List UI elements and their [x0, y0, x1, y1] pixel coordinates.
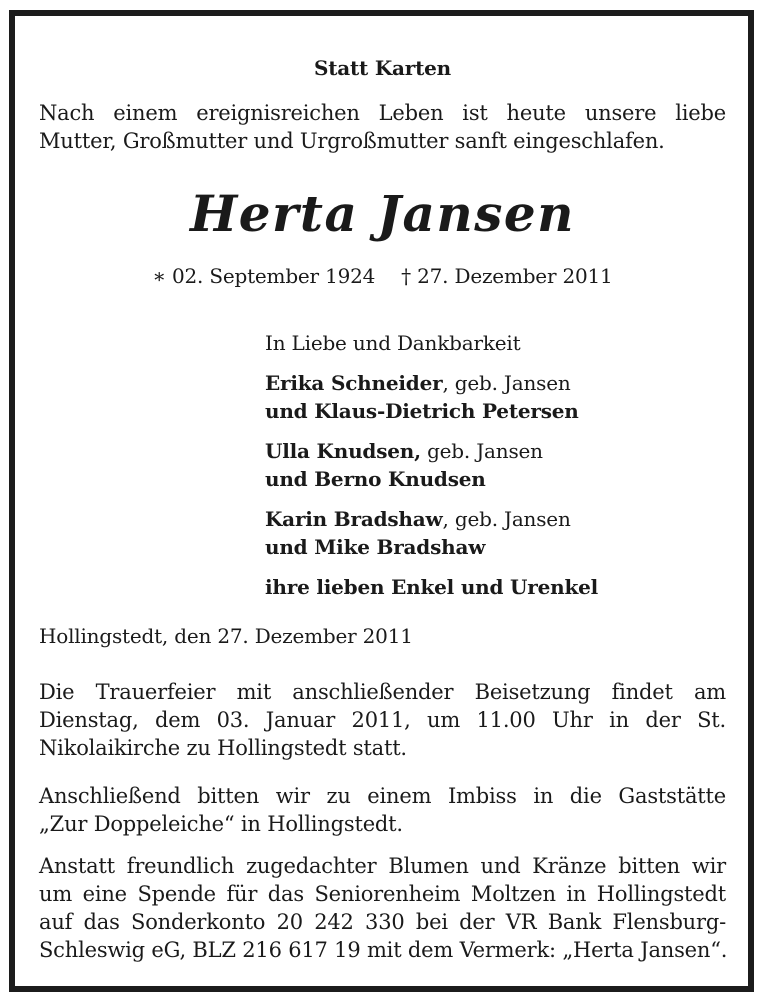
obituary-notice [9, 10, 754, 992]
mourner-partner: und Mike Bradshaw [265, 535, 486, 559]
mourner-entry [265, 505, 705, 533]
donation-line: Schleswig eG, BLZ 216 617 19 mit dem Vermerk: „Herta Jansen“. [39, 938, 728, 962]
mourner-entry [265, 369, 705, 397]
mourner-partner: und Klaus-Dietrich Petersen [265, 399, 579, 423]
donation-info [39, 852, 726, 964]
birth-date: ∗ 02. September 1924 [152, 264, 376, 288]
funeral-line: Die Trauerfeier mit anschließender Beisetzung findet am [39, 680, 726, 704]
mourner-maiden-name: , geb. Jansen [442, 371, 571, 395]
mourner-name: Erika Schneider [265, 371, 443, 395]
reception-line: „Zur Doppeleiche“ in Hollingstedt. [39, 812, 403, 836]
notice-heading: Statt Karten [313, 56, 452, 80]
funeral-info [39, 678, 726, 762]
funeral-line: Dienstag, dem 03. Januar 2011, um 11.00 Uhr in der St. [39, 708, 726, 732]
donation-line: auf das Sonderkonto 20 242 330 bei der VR Bank Flensburg- [39, 910, 726, 934]
mourner-maiden-name: geb. Jansen [420, 439, 543, 463]
intro-line: Mutter, Großmutter und Urgroßmutter sanft eingeschlafen. [39, 129, 665, 153]
place-and-date: Hollingstedt, den 27. Dezember 2011 [39, 624, 413, 648]
funeral-line: Nikolaikirche zu Hollingstedt statt. [39, 736, 407, 760]
mourner-partner: und Berno Knudsen [265, 467, 486, 491]
mourner-name: Karin Bradshaw [265, 507, 443, 531]
mourners-intro: In Liebe und Dankbarkeit [265, 331, 521, 355]
reception-info [39, 782, 726, 838]
deceased-name: Herta Jansen [189, 184, 576, 243]
mourner-entry [265, 437, 705, 465]
intro-line: Nach einem ereignisreichen Leben ist heute unsere liebe [39, 101, 726, 125]
life-dates [39, 262, 726, 290]
grandchildren-line: ihre lieben Enkel und Urenkel [265, 575, 599, 599]
donation-line: um eine Spende für das Seniorenheim Moltzen in Hollingstedt [39, 882, 726, 906]
reception-line: Anschließend bitten wir zu einem Imbiss in die Gaststätte [39, 784, 726, 808]
intro-text [39, 99, 726, 155]
donation-line: Anstatt freundlich zugedachter Blumen und Kränze bitten wir [39, 854, 726, 878]
mourners-list [265, 329, 705, 601]
death-date: † 27. Dezember 2011 [401, 264, 613, 288]
mourner-maiden-name: , geb. Jansen [442, 507, 571, 531]
mourner-name: Ulla Knudsen, [265, 439, 421, 463]
